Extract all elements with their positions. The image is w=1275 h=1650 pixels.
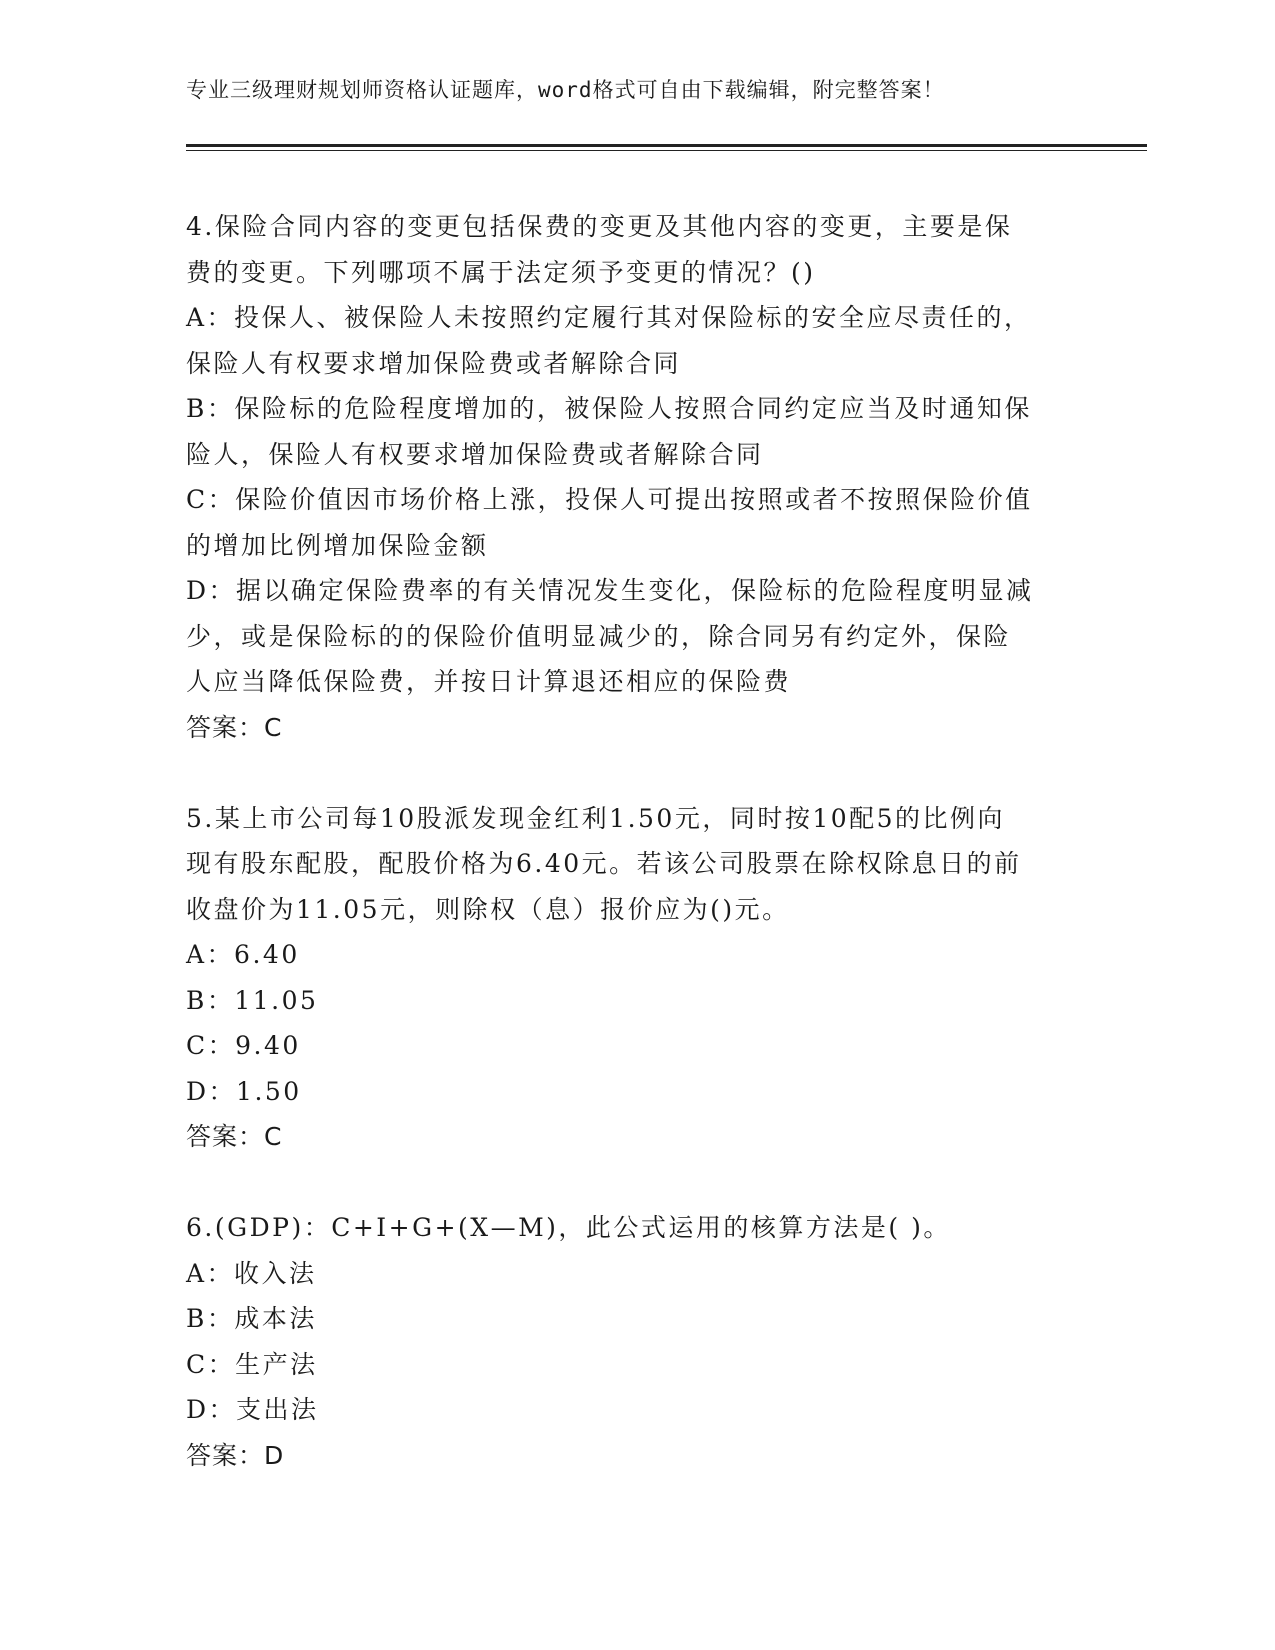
question-stem-line: 费的变更。下列哪项不属于法定须予变更的情况？()	[186, 257, 816, 287]
question-stem-line: 6.(GDP)：C+I+G+(X—M)，此公式运用的核算方法是( )。	[186, 1213, 951, 1242]
option-line: D：1.50	[186, 1076, 302, 1106]
option-line: C：9.40	[186, 1031, 301, 1060]
option-line: B：11.05	[186, 985, 319, 1015]
option-line: A：6.40	[186, 940, 300, 969]
option-line: 人应当降低保险费，并按日计算退还相应的保险费	[186, 667, 792, 696]
option-line: C：生产法	[186, 1349, 318, 1379]
option-line: 保险人有权要求增加保险费或者解除合同	[186, 348, 682, 378]
option-line: 险人，保险人有权要求增加保险费或者解除合同	[186, 439, 764, 469]
option-line: A：投保人、被保险人未按照约定履行其对保险标的安全应尽责任的，	[186, 303, 1032, 332]
question-block	[186, 1205, 1086, 1478]
option-line: B：保险标的危险程度增加的，被保险人按照合同约定应当及时通知保	[186, 394, 1032, 423]
option-line: 的增加比例增加保险金额	[186, 530, 489, 560]
answer-line: 答案：D	[186, 1440, 285, 1470]
question-gap	[186, 1160, 1086, 1206]
header-rule-thin	[186, 150, 1147, 151]
question-stem-line: 4.保险合同内容的变更包括保费的变更及其他内容的变更，主要是保	[186, 212, 1013, 241]
option-line: D：支出法	[186, 1395, 319, 1424]
option-line: D：据以确定保险费率的有关情况发生变化，保险标的危险程度明显减	[186, 576, 1034, 605]
option-line: B：成本法	[186, 1304, 317, 1333]
question-block	[186, 204, 1086, 750]
header-rule-thick	[186, 144, 1147, 147]
question-stem-line: 收盘价为11.05元，则除权（息）报价应为()元。	[186, 894, 790, 924]
option-line: 少，或是保险标的的保险价值明显减少的，除合同另有约定外，保险	[186, 621, 1012, 651]
answer-line: 答案：C	[186, 712, 283, 742]
option-line: C：保险价值因市场价格上涨，投保人可提出按照或者不按照保险价值	[186, 485, 1033, 514]
question-list	[186, 204, 1086, 1478]
question-gap	[186, 750, 1086, 796]
question-stem-line: 5.某上市公司每10股派发现金红利1.50元，同时按10配5的比例向	[186, 803, 1006, 833]
question-block	[186, 796, 1086, 1160]
question-stem-line: 现有股东配股，配股价格为6.40元。若该公司股票在除权除息日的前	[186, 849, 1022, 878]
answer-line: 答案：C	[186, 1122, 283, 1151]
page-header: 专业三级理财规划师资格认证题库，word格式可自由下载编辑，附完整答案！	[186, 78, 945, 102]
option-line: A：收入法	[186, 1258, 317, 1288]
